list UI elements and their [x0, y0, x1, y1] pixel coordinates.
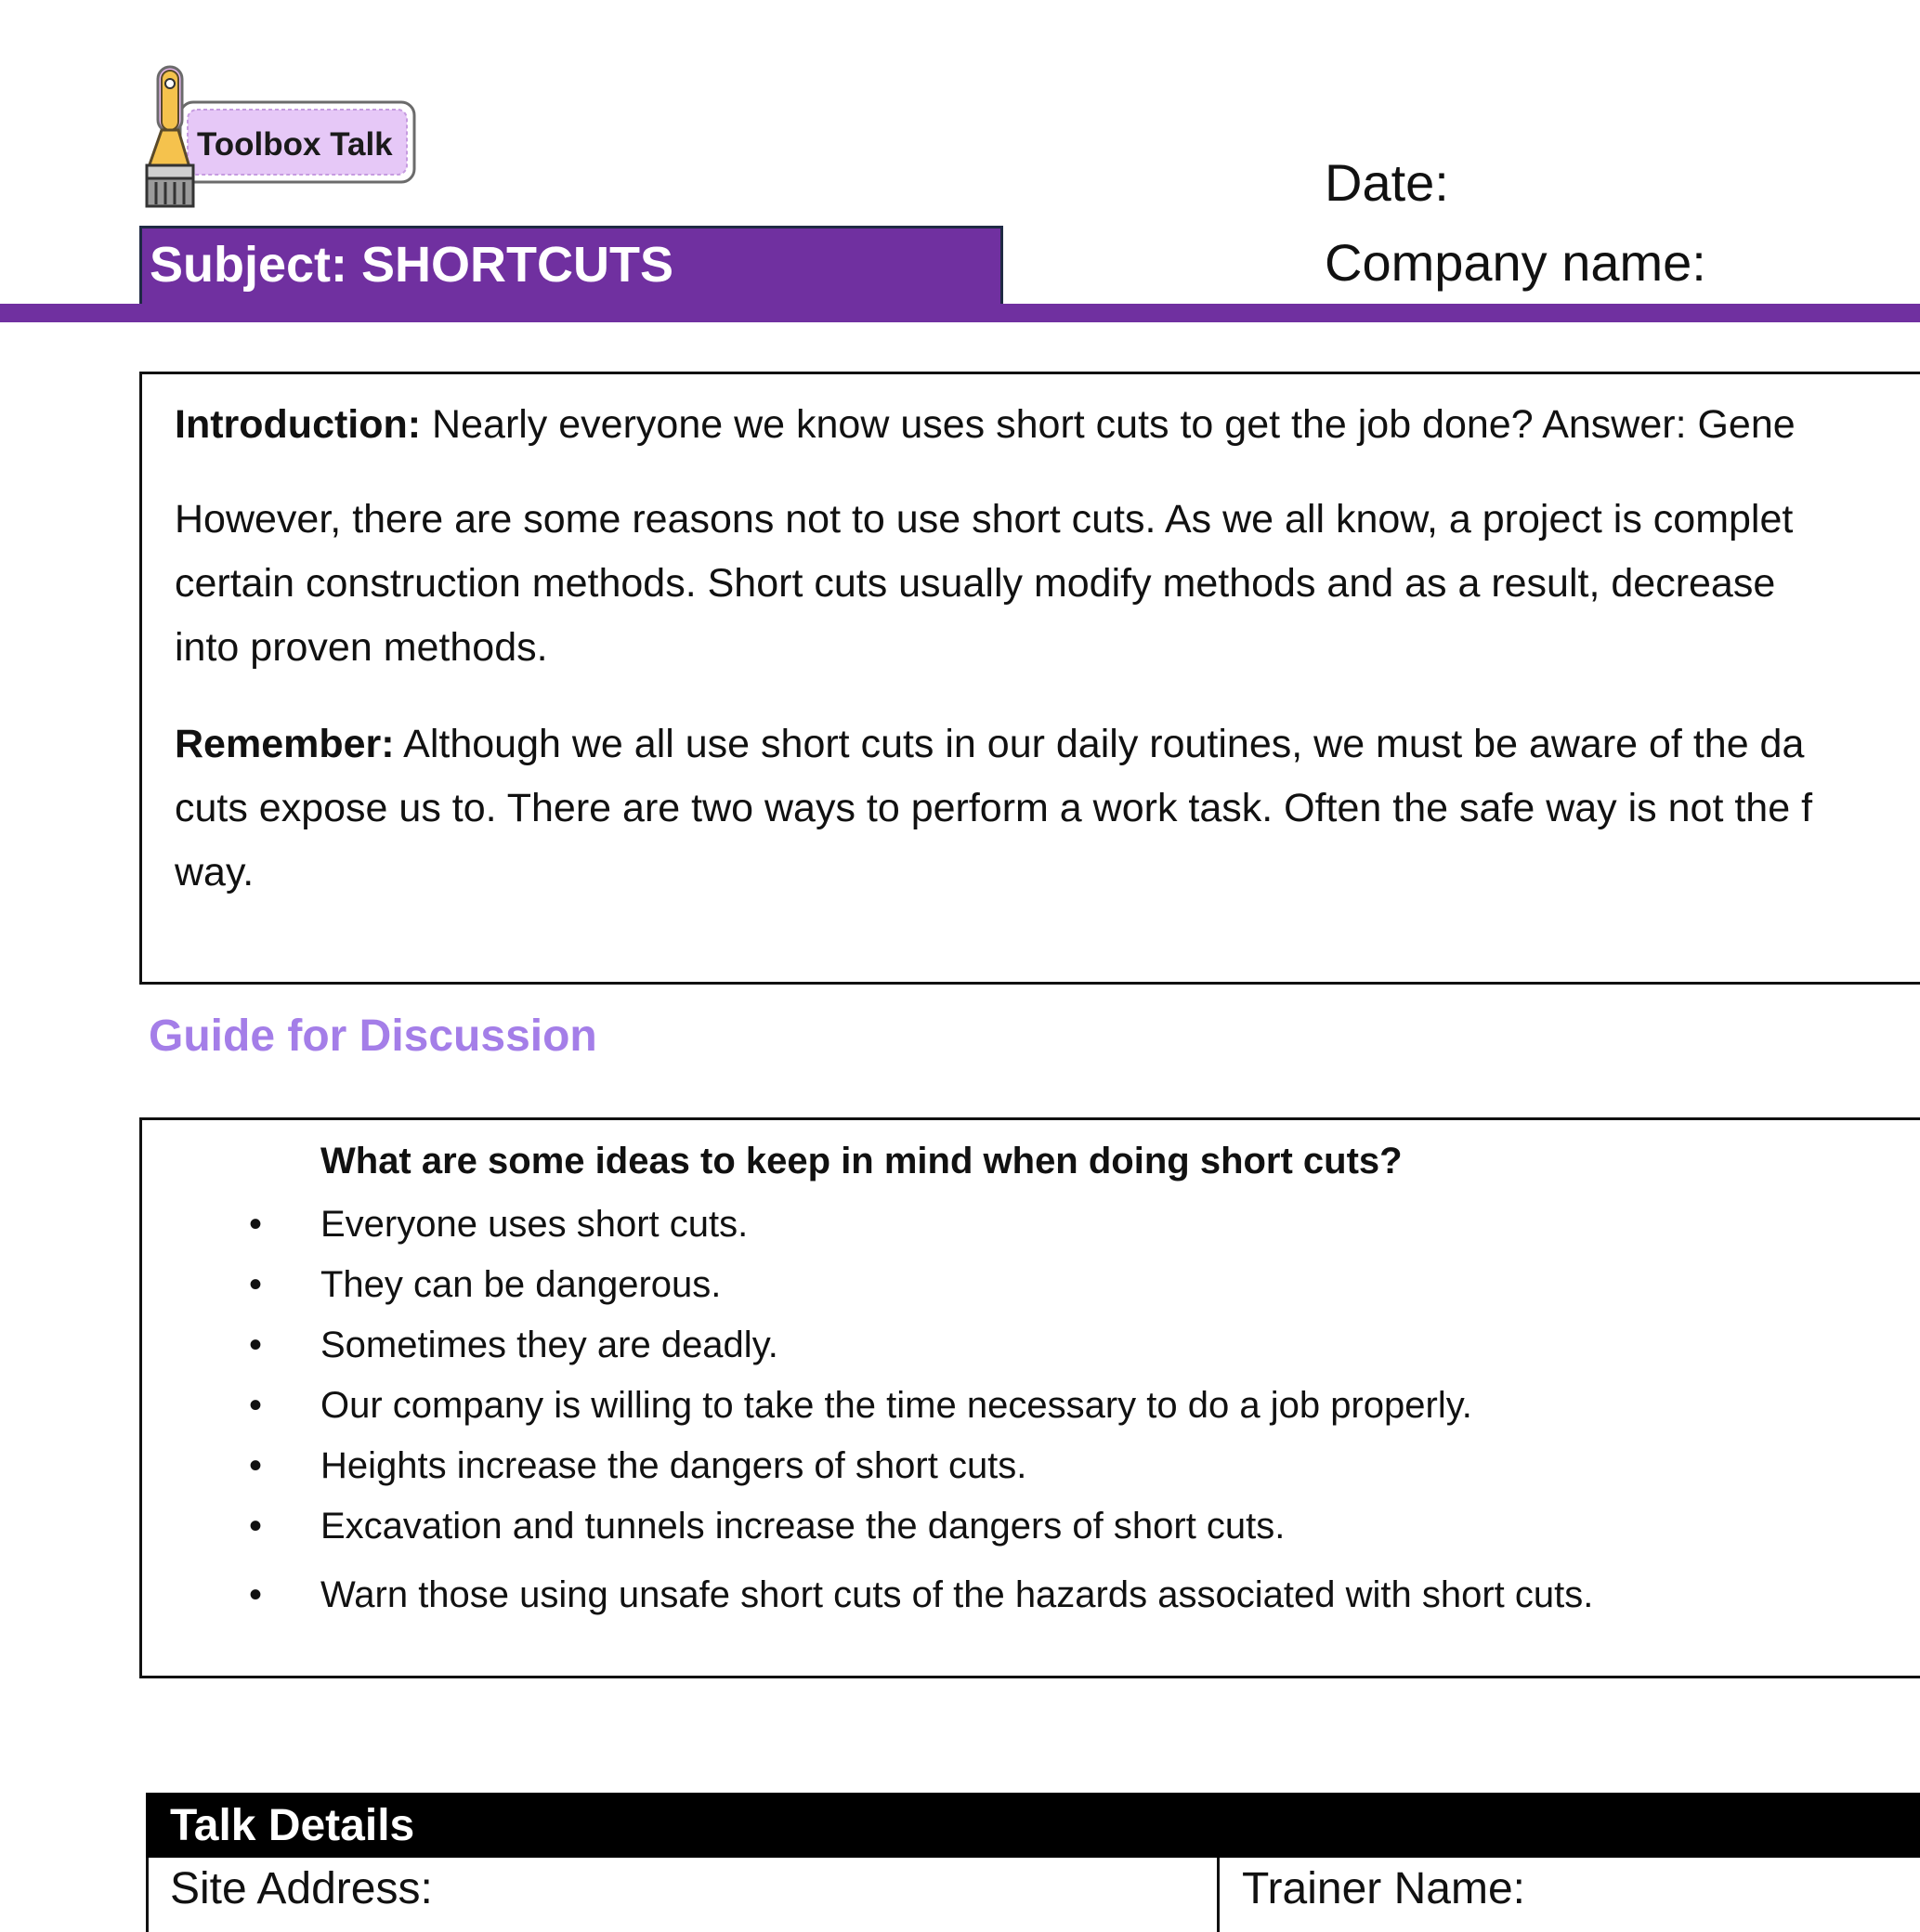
site-address-label: Site Address: — [170, 1864, 433, 1913]
subject-title: Subject: SHORTCUTS — [150, 237, 674, 293]
list-item — [142, 1321, 1907, 1377]
introduction-text: Nearly everyone we know uses short cuts to get the job done? Answer: Gene — [421, 402, 1796, 447]
logo-label: Toolbox Talk — [197, 126, 393, 163]
company-name-label: Company name: — [1325, 233, 1706, 292]
introduction-box — [139, 372, 1920, 985]
list-item-text: Everyone uses short cuts. — [320, 1204, 749, 1245]
bullet-icon: • — [249, 1506, 263, 1547]
remember-text: Although we all use short cuts in our daily routines, we must be aware of the da — [394, 722, 1805, 766]
cell-divider — [1217, 1858, 1220, 1932]
talk-details-heading: Talk Details — [170, 1801, 415, 1850]
remember-first-line — [175, 712, 1920, 777]
date-label: Date: — [1325, 153, 1449, 212]
list-item-text: Sometimes they are deadly. — [320, 1325, 778, 1365]
talk-details-table — [146, 1793, 1920, 1932]
list-item — [142, 1571, 1907, 1626]
list-item-text: Warn those using unsafe short cuts of the hazards associated with short cuts. — [320, 1574, 1594, 1615]
introduction-paragraph — [175, 393, 1920, 457]
bullet-icon: • — [249, 1325, 263, 1365]
list-item-text: They can be dangerous. — [320, 1264, 722, 1305]
guide-question: What are some ideas to keep in mind when doing short cuts? — [320, 1141, 1403, 1181]
remember-heading: Remember: — [175, 722, 395, 766]
remember-line: way. — [175, 850, 255, 894]
list-item-text: Our company is willing to take the time necessary to do a job properly. — [320, 1385, 1472, 1426]
trainer-name-label: Trainer Name: — [1242, 1864, 1525, 1913]
bullet-icon: • — [249, 1574, 263, 1615]
list-item — [142, 1442, 1907, 1497]
guide-heading: Guide for Discussion — [149, 1012, 597, 1061]
list-item-text: Heights increase the dangers of short cuts. — [320, 1445, 1027, 1486]
bullet-icon: • — [249, 1385, 263, 1426]
header-divider — [0, 304, 1920, 322]
reasons-line: certain construction methods. Short cuts usually modify methods and as a result, decrease — [175, 561, 1776, 606]
reasons-paragraph — [175, 488, 1920, 680]
bullet-icon: • — [249, 1445, 263, 1486]
guide-box — [139, 1117, 1920, 1678]
remember-paragraph — [175, 712, 1920, 905]
bullet-icon: • — [249, 1264, 263, 1305]
list-item — [142, 1260, 1907, 1316]
list-item — [142, 1381, 1907, 1437]
introduction-heading: Introduction: — [175, 402, 422, 447]
reasons-line: However, there are some reasons not to use short cuts. As we all know, a project is complet — [175, 497, 1794, 542]
reasons-line: into proven methods. — [175, 625, 548, 670]
list-item-text: Excavation and tunnels increase the dangers of short cuts. — [320, 1506, 1286, 1547]
talk-details-header — [146, 1793, 1920, 1858]
bullet-icon: • — [249, 1204, 263, 1245]
list-item — [142, 1502, 1907, 1558]
remember-line: cuts expose us to. There are two ways to perform a work task. Often the safe way is not the f — [175, 786, 1813, 830]
list-item — [142, 1200, 1907, 1256]
